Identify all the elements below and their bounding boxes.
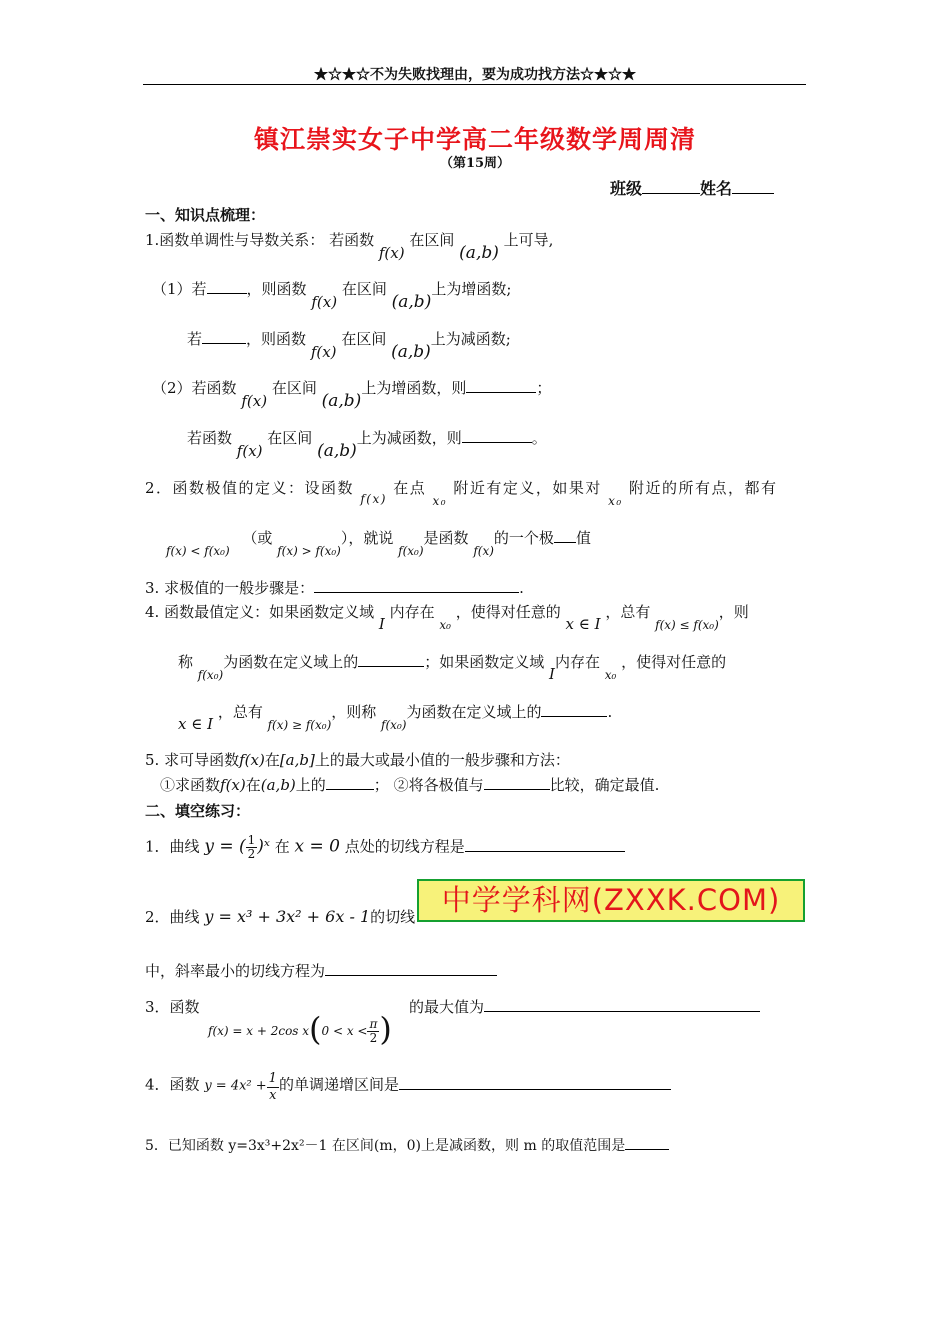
item4-h: ；如果函数定义域 bbox=[424, 653, 545, 671]
math-x0: x₀ bbox=[439, 618, 451, 632]
item4-n: . bbox=[607, 703, 613, 721]
item1-p4 bbox=[187, 427, 547, 461]
watermark-logo bbox=[417, 879, 805, 922]
class-blank[interactable] bbox=[642, 178, 700, 194]
item4-m: 为函数在定义域上的 bbox=[406, 703, 542, 721]
item1-intro-text: 1.函数单调性与导数关系： 若函数 bbox=[145, 231, 375, 249]
item4-b: 内存在 bbox=[389, 603, 435, 621]
item2-b: 在点 bbox=[393, 479, 427, 497]
p2-mid2: 在区间 bbox=[341, 330, 387, 348]
item5-f: 上的 bbox=[295, 776, 326, 794]
question-4 bbox=[145, 1069, 671, 1102]
math-fx0: f(x₀) bbox=[197, 668, 224, 682]
p1-end: 上为增函数; bbox=[431, 280, 512, 298]
header-rule bbox=[143, 84, 806, 85]
item4-j: ，使得对任意的 bbox=[621, 653, 727, 671]
p2-prefix: 若 bbox=[187, 330, 203, 348]
item2-blank[interactable] bbox=[554, 527, 576, 543]
math-x0: x₀ bbox=[432, 494, 448, 508]
math-q1-half bbox=[246, 834, 258, 861]
item5-line1 bbox=[145, 749, 570, 770]
p1-blank[interactable] bbox=[207, 278, 247, 294]
p3-tail: ； bbox=[536, 379, 552, 397]
p3-prefix: （2）若函数 bbox=[152, 379, 237, 397]
q1-a: 1．曲线 bbox=[145, 837, 200, 856]
item5-line2 bbox=[160, 774, 659, 795]
paren-right-icon: ) bbox=[379, 1010, 392, 1048]
p1-prefix: （1）若 bbox=[152, 280, 207, 298]
q3-blank[interactable] bbox=[484, 996, 760, 1012]
math-q3-pi-frac bbox=[367, 1018, 379, 1045]
math-fx0: f(x₀) bbox=[398, 544, 424, 558]
p2-end: 上为减函数; bbox=[430, 330, 511, 348]
item5-e: 在 bbox=[245, 776, 261, 794]
item5-blank-1[interactable] bbox=[326, 774, 374, 790]
frac-num: π bbox=[369, 1016, 378, 1031]
math-fx: f(x) bbox=[241, 392, 268, 410]
q5-blank[interactable] bbox=[625, 1134, 669, 1150]
math-fx-le: f(x) ≤ f(x₀) bbox=[655, 618, 719, 632]
p3-blank[interactable] bbox=[466, 377, 536, 393]
frac-den: 2 bbox=[247, 847, 256, 861]
item2-g: 是函数 bbox=[423, 529, 469, 547]
item2-a: 2．函数极值的定义：设函数 bbox=[145, 479, 355, 497]
name-label: 姓名 bbox=[700, 179, 733, 198]
math-q1-exp: )ˣ bbox=[257, 836, 270, 857]
q4-blank[interactable] bbox=[399, 1074, 671, 1090]
math-q3-domain: 0 < x < bbox=[321, 1024, 368, 1038]
math-fx: f(x) bbox=[239, 751, 265, 769]
math-q1-y: y = ( bbox=[204, 836, 246, 857]
item4-a: 4. 函数最值定义：如果函数定义域 bbox=[145, 603, 375, 621]
math-I: I bbox=[549, 665, 555, 683]
q2-c: 中，斜率最小的切线方程为 bbox=[145, 962, 326, 980]
math-ab: (a,b) bbox=[391, 342, 431, 362]
name-blank[interactable] bbox=[732, 178, 774, 194]
item1-end: 上可导, bbox=[503, 231, 554, 249]
item4-d: ，总有 bbox=[605, 603, 651, 621]
p3-end: 上为增函数，则 bbox=[361, 379, 467, 397]
item3-end: . bbox=[519, 579, 524, 597]
q1-c: 点处的切线方程是 bbox=[344, 837, 465, 856]
q2-blank[interactable] bbox=[325, 960, 497, 976]
question-1 bbox=[145, 834, 625, 861]
math-ab: (a,b) bbox=[260, 776, 296, 794]
section-heading-1: 一、知识点梳理： bbox=[145, 206, 266, 224]
math-fx: f(x) bbox=[378, 244, 405, 262]
math-q2-curve: y = x³ + 3x² + 6x - 1 bbox=[204, 907, 371, 926]
math-q4-y: y = 4x² + bbox=[204, 1078, 267, 1094]
q3-b: 的最大值为 bbox=[409, 998, 485, 1016]
page-title: 镇江崇实女子中学高二年级数学周周清 bbox=[253, 125, 696, 154]
math-ab: (a,b) bbox=[391, 292, 432, 312]
item2-f: ），就说 bbox=[340, 529, 394, 547]
math-x-in-I: x ∈ I bbox=[178, 715, 214, 733]
q1-blank[interactable] bbox=[465, 836, 625, 852]
math-ab: (a,b) bbox=[317, 441, 357, 461]
math-q1-x0: x = 0 bbox=[294, 836, 340, 857]
item1-mid: 在区间 bbox=[409, 231, 455, 249]
q2-a: 2．曲线 bbox=[145, 908, 200, 926]
paren-left-icon: ( bbox=[309, 1010, 322, 1048]
q2-b: 的切线 bbox=[370, 908, 416, 926]
p3-mid: 在区间 bbox=[271, 379, 317, 397]
item2-e: （或 bbox=[242, 529, 273, 547]
class-name-line bbox=[610, 176, 774, 199]
section-heading-2: 二、填空练习： bbox=[145, 802, 251, 820]
q3-tail bbox=[409, 996, 760, 1017]
math-I: I bbox=[378, 615, 385, 633]
q4-b: 的单调递增区间是 bbox=[278, 1075, 399, 1094]
p4-end: 上为减函数，则 bbox=[356, 429, 462, 447]
math-fx: f(x) bbox=[473, 544, 494, 558]
p2-blank[interactable] bbox=[202, 328, 246, 344]
math-fx: f(x) bbox=[220, 776, 246, 794]
item1-p1 bbox=[152, 278, 512, 312]
math-x0: x₀ bbox=[604, 668, 617, 682]
math-fx0: f(x₀) bbox=[381, 718, 407, 732]
math-fx-ge: f(x) ≥ f(x₀) bbox=[267, 718, 332, 732]
frac-den: 2 bbox=[369, 1030, 378, 1045]
item5-h: 比较，确定最值. bbox=[549, 776, 660, 794]
q3-a: 3．函数 bbox=[145, 998, 200, 1016]
q4-a: 4．函数 bbox=[145, 1075, 200, 1094]
item4-blank-1[interactable] bbox=[358, 651, 424, 667]
p4-blank[interactable] bbox=[462, 427, 532, 443]
item1-p2 bbox=[187, 328, 511, 362]
item4-k: ，总有 bbox=[217, 703, 263, 721]
q1-b: 在 bbox=[274, 837, 290, 856]
math-q4-frac bbox=[267, 1071, 279, 1104]
q3-formula bbox=[208, 1012, 392, 1050]
item4-f: 称 bbox=[178, 653, 194, 671]
item3-blank[interactable] bbox=[314, 577, 519, 593]
item2-d: 附近的所有点，都有 bbox=[629, 479, 778, 497]
math-x0: x₀ bbox=[608, 494, 623, 508]
item5-g: ； ②将各极值与 bbox=[373, 776, 484, 794]
p4-tail: 。 bbox=[531, 429, 547, 447]
item1-p3 bbox=[152, 377, 552, 411]
p4-mid: 在区间 bbox=[267, 429, 313, 447]
item4-line2 bbox=[178, 651, 727, 683]
frac-num: 1 bbox=[247, 833, 256, 847]
math-ab-closed: [a,b] bbox=[279, 751, 315, 769]
math-fx: f(x) bbox=[310, 343, 337, 361]
item3 bbox=[145, 577, 524, 598]
question-5 bbox=[145, 1134, 669, 1155]
item4-c: ，使得对任意的 bbox=[455, 603, 561, 621]
item2-i: 值 bbox=[575, 529, 591, 547]
p4-prefix: 若函数 bbox=[187, 429, 233, 447]
item2-c: 附近有定义，如果对 bbox=[453, 479, 602, 497]
math-fx: f(x) bbox=[311, 293, 338, 311]
p2-mid: ，则函数 bbox=[246, 330, 307, 348]
frac-num: 1 bbox=[268, 1071, 277, 1086]
p1-mid: ，则函数 bbox=[246, 280, 307, 298]
item4-blank-2[interactable] bbox=[541, 701, 607, 717]
p1-mid2: 在区间 bbox=[341, 280, 387, 298]
item5-blank-2[interactable] bbox=[484, 774, 550, 790]
item4-l: ，则称 bbox=[331, 703, 377, 721]
math-x-in-I: x ∈ I bbox=[565, 615, 601, 633]
frac-den: x bbox=[269, 1088, 277, 1103]
math-ab: (a,b) bbox=[459, 243, 499, 263]
item4-e: ，则 bbox=[718, 603, 749, 621]
item5-a: 5. 求可导函数 bbox=[145, 751, 240, 769]
math-fx-lt: f(x) < f(x₀) bbox=[166, 544, 230, 558]
item3-text: 3. 求极值的一般步骤是： bbox=[145, 579, 315, 597]
math-fx-gt: f(x) > f(x₀) bbox=[277, 544, 341, 558]
item5-b: 在 bbox=[264, 751, 280, 769]
item4-g: 为函数在定义域上的 bbox=[223, 653, 359, 671]
question-2-cont bbox=[145, 960, 497, 981]
q5-text: 5．已知函数 y=3x³+2x²－1 在区间(m，0)上是减函数，则 m 的取值范围是 bbox=[145, 1138, 626, 1154]
item2-line2 bbox=[166, 527, 591, 558]
question-2 bbox=[145, 906, 415, 927]
item2-line1 bbox=[145, 477, 778, 508]
math-fx: f(x) bbox=[236, 442, 263, 460]
item5-d: ①求函数 bbox=[160, 776, 221, 794]
logo-text: 中学学科网(ZXXK.COM) bbox=[441, 883, 781, 917]
class-label: 班级 bbox=[610, 179, 643, 198]
math-q3-f: f(x) = x + 2cos x bbox=[208, 1024, 310, 1038]
item5-c: 上的最大或最小值的一般步骤和方法： bbox=[314, 751, 570, 769]
item1-intro bbox=[145, 229, 554, 263]
header-motto: ★☆★☆不为失败找理由，要为成功找方法☆★☆★ bbox=[314, 67, 636, 83]
page-subtitle: （第15周） bbox=[439, 156, 511, 171]
math-ab: (a,b) bbox=[321, 391, 362, 411]
item4-i: 内存在 bbox=[554, 653, 600, 671]
math-fx: f(x) bbox=[360, 492, 387, 506]
item2-h: 的一个极 bbox=[493, 529, 554, 547]
question-3 bbox=[145, 996, 200, 1017]
